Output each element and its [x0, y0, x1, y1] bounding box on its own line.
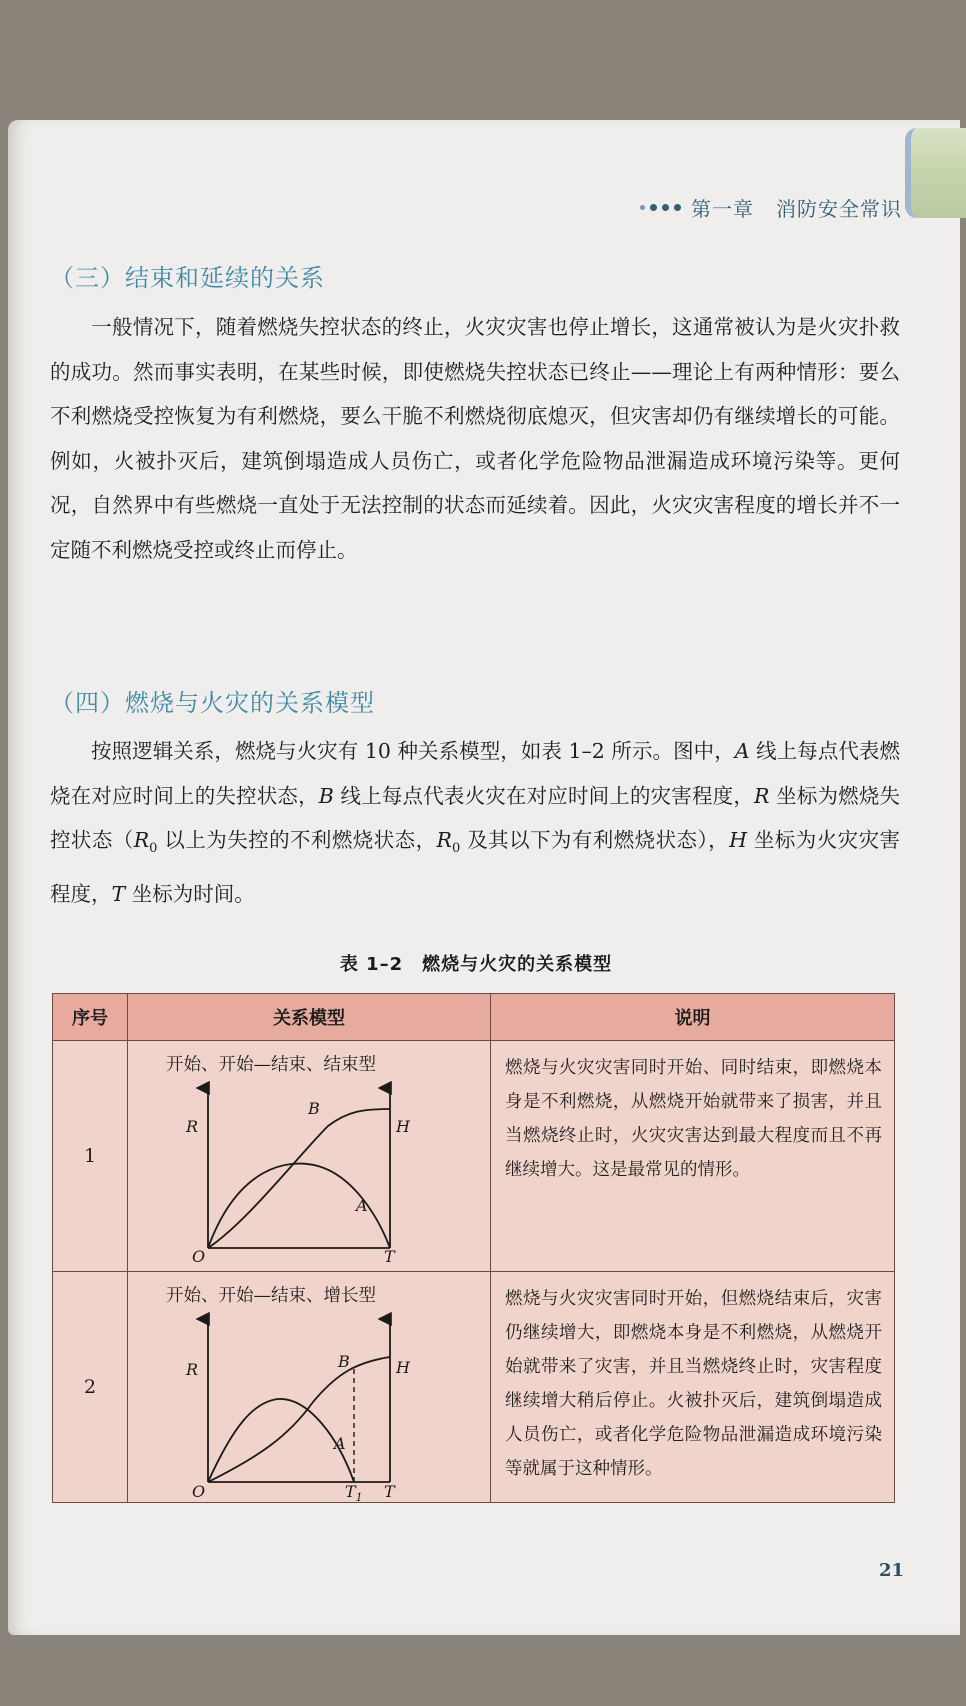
header-num: 序号: [53, 994, 128, 1041]
label-o: O: [192, 1482, 206, 1501]
model-name: 开始、开始—结束、结束型: [166, 1055, 376, 1075]
table-row: [53, 1272, 895, 1503]
label-o: O: [192, 1247, 206, 1266]
header-model: 关系模型: [128, 994, 491, 1041]
section-3-paragraph: 一般情况下，随着燃烧失控状态的终止，火灾灾害也停止增长，这通常被认为是火灾扑救的成功。然而事实表明，在某些时候，即使燃烧失控状态已终止——理论上有两种情形：要么不利燃烧受控恢复为有利燃烧，要么干脆不利燃烧彻底熄灭，但灾害却仍有继续增长的可能。例如，火被扑灭后，建筑倒塌造成人员伤亡，或者化学危险物品泄漏造成环境污染等。更何况，自然界中有些燃烧一直处于无法控制的状态而延续着。因此，火灾灾害程度的增长并不一定随不利燃烧受控或终止而停止。: [50, 315, 900, 562]
label-b: B: [338, 1352, 350, 1371]
label-h: H: [396, 1358, 410, 1377]
header-title: 消防安全常识: [776, 197, 902, 221]
model-cell: [128, 1272, 491, 1503]
label-t: T: [384, 1482, 395, 1501]
model-name: 开始、开始—结束、增长型: [166, 1286, 376, 1306]
label-r: R: [186, 1360, 199, 1379]
table-row: [53, 1041, 895, 1272]
row-number: 1: [53, 1041, 128, 1272]
label-a: A: [334, 1434, 346, 1453]
table-caption: 表 1–2 燃烧与火灾的关系模型: [339, 954, 613, 975]
description-cell: 燃烧与火灾灾害同时开始、同时结束，即燃烧本身是不利燃烧，从燃烧开始就带来了损害，并且当燃烧终止时，火灾灾害达到最大程度而且不再继续增大。这是最常见的情形。: [491, 1041, 895, 1272]
header-chapter: 第一章: [691, 197, 754, 221]
section-4-paragraph: 按照逻辑关系，燃烧与火灾有 10 种关系模型，如表 1–2 所示。图中，A 线上每点代表燃烧在对应时间上的失控状态，B 线上每点代表火灾在对应时间上的灾害程度，R 坐标为燃烧失控状态（$R_0$ 以上为失控的不利燃烧状态，$R_0$ 及其以下为有利燃烧状态），H 坐标为火灾灾害程度，T 坐标为时间。: [50, 739, 901, 906]
section-4-title: （四）燃烧与火灾的关系模型: [50, 689, 375, 717]
page-number: 21: [878, 1560, 904, 1581]
chapter-tab-decoration: [905, 128, 966, 218]
label-a: A: [356, 1196, 368, 1215]
header-desc: 说明: [491, 994, 895, 1041]
running-header: [640, 193, 902, 222]
label-t1: $T_1$: [345, 1482, 363, 1504]
label-b: B: [308, 1099, 320, 1118]
header-dots-icon: [640, 204, 681, 211]
row-number: 2: [53, 1272, 128, 1503]
curve-b: [208, 1109, 390, 1248]
table-header-row: [53, 994, 895, 1041]
section-3-title: （三）结束和延续的关系: [50, 264, 325, 292]
model-diagram-2: [138, 1307, 468, 1504]
model-cell: [128, 1041, 491, 1272]
label-h: H: [396, 1117, 410, 1136]
description-cell: 燃烧与火灾灾害同时开始，但燃烧结束后，灾害仍继续增大，即燃烧本身是不利燃烧，从燃烧开始就带来了灾害，并且当燃烧终止时，灾害程度继续增大稍后停止。火被扑灭后，建筑倒塌造成人员伤亡，或者化学危险物品泄漏造成环境污染等就属于这种情形。: [491, 1272, 895, 1503]
label-t: T: [384, 1247, 395, 1266]
model-diagram-1: [138, 1076, 468, 1266]
relation-model-table: [52, 993, 895, 1503]
label-r: R: [186, 1117, 199, 1136]
curve-b: [208, 1357, 390, 1482]
curve-a: [208, 1399, 354, 1482]
